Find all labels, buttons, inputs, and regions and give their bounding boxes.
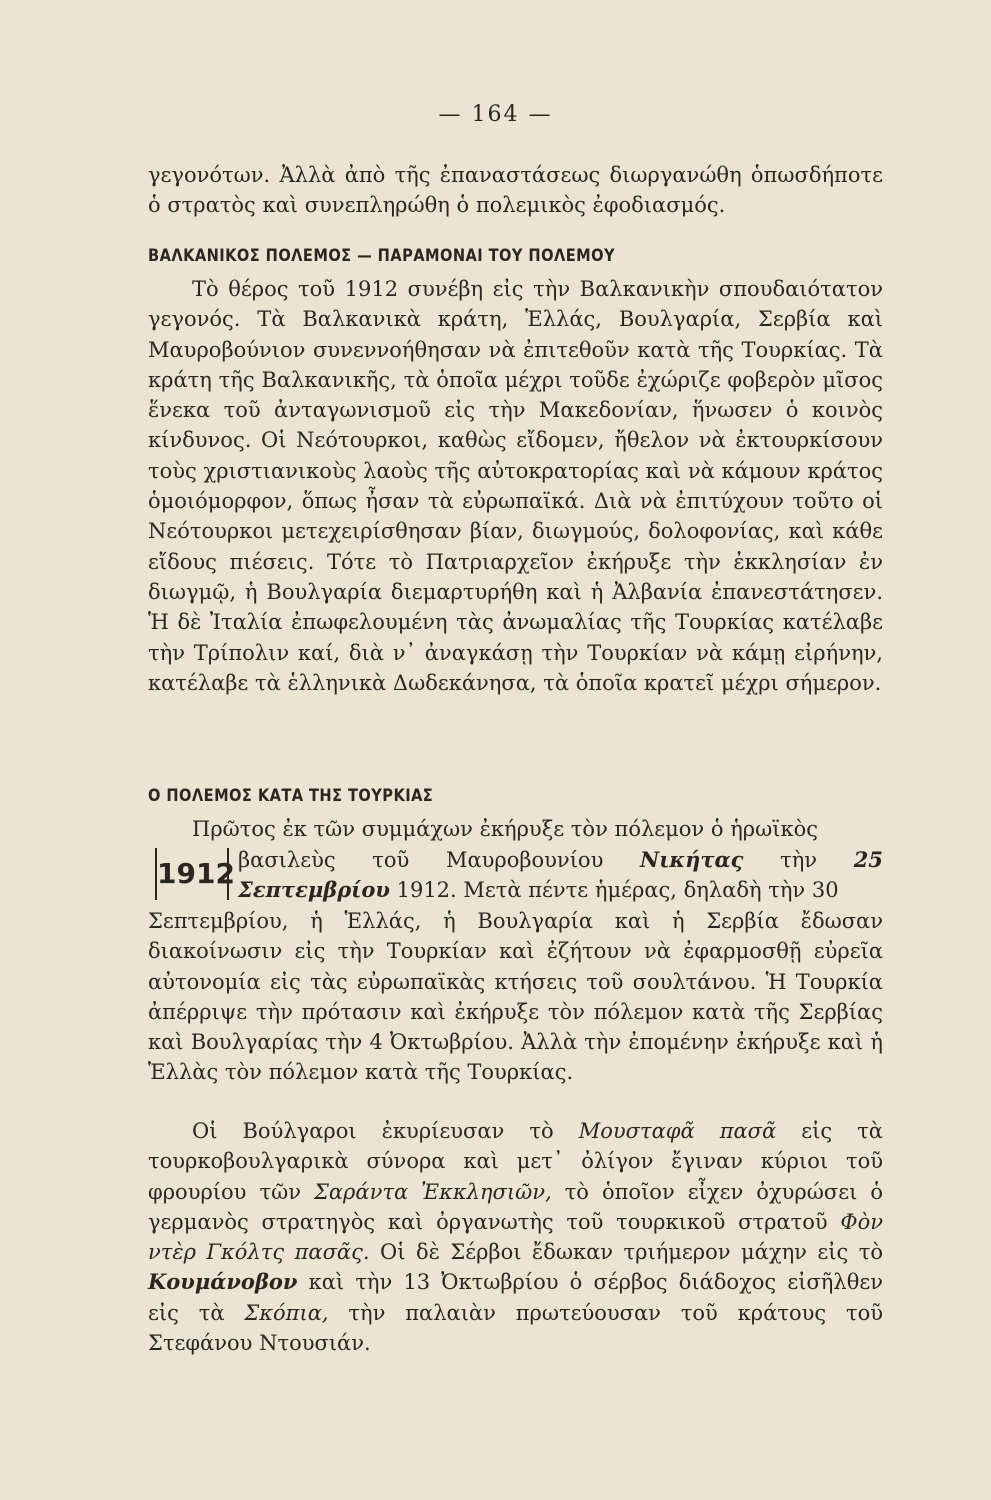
- place-skopia: Σκόπια,: [244, 1300, 329, 1325]
- place-moustafa-pasha: Μουσταφᾶ πασᾶ: [578, 1119, 777, 1143]
- paragraph-war-rest: Σεπτεμβρίου, ἡ Ἑλλάς, ἡ Βουλγαρία καὶ ἡ Σερβία ἔδωσαν διακοίνωσιν εἰς τὴν Τουρκίαν καὶ ἐζήτουν νὰ ἐφαρμοσθῇ εὐρεῖα αὐτονομία εἰς τὰς εὐρωπαϊκὰς κτήσεις τοῦ σουλτάνου. Ἡ Τουρκία ἀπέρριψε τὴν πρότασιν καὶ ἐκήρυξε τὸν πόλεμον κατὰ τῆς Σερβίας καὶ Βουλγαρίας τὴν 4 Ὀκτωβρίου. Ἀλλὰ τὴν ἐπομένην ἐκήρυξε καὶ ἡ Ἑλλὰς τὸν πόλεμον κατὰ τῆς Τουρκίας.: [148, 909, 883, 1085]
- page-number: — 164 —: [438, 102, 553, 127]
- paragraph-war-continued: [238, 845, 883, 906]
- place-koumanovo: Κουμάνοβον: [148, 1269, 298, 1295]
- section-heading-balkan-war: ΒΑΛΚΑΝΙΚΟΣ ΠΟΛΕΜΟΣ — ΠΑΡΑΜΟΝΑΙ ΤΟΥ ΠΟΛΕΜΟΥ: [148, 246, 615, 266]
- year-marker: 1912: [155, 848, 229, 900]
- text-fragment: τὴν παλαιὰν πρωτεύουσαν τοῦ κράτους τοῦ Στεφάνου Ντουσιάν.: [148, 1300, 883, 1356]
- text-fragment: βασιλεὺς τοῦ Μαυροβουνίου: [238, 848, 604, 872]
- text-fragment: 1912. Μετὰ πέντε ἡμέρας, δηλαδὴ τὴν 30: [396, 878, 839, 903]
- text-fragment: καὶ τὴν 13 Ὀκτωβρίου ὁ σέρβος διάδοχος εἰσῆλθεν εἰς τὰ: [148, 1270, 883, 1325]
- date-25-september: 25 Σεπτεμβρίου: [238, 847, 883, 903]
- paragraph-prelude: Τὸ θέρος τοῦ 1912 συνέβη εἰς τὴν Βαλκανικὴν σπουδαιότατον γεγονός. Τὰ Βαλκανικὰ κράτη, Ἑλλάς, Βουλγαρία, Σερβία καὶ Μαυροβούνιον συνεννοήθησαν νὰ ἐπιτεθοῦν κατὰ τῆς Τουρκίας. Τὰ κράτη τῆς Βαλκανικῆς, τὰ ὁποῖα μέχρι τοῦδε ἐχώριζε φοβερὸν μῖσος ἕνεκα τοῦ ἀνταγωνισμοῦ εἰς τὴν Μακεδονίαν, ἥνωσεν ὁ κοινὸς κίνδυνος. Οἱ Νεότουρκοι, καθὼς εἴδομεν, ἤθελον νὰ ἐκτουρκίσουν τοὺς χριστιανικοὺς λαοὺς τῆς αὐτοκρατορίας καὶ νὰ κάμουν κράτος ὁμοιόμορφον, ὅπως ἦσαν τὰ εὐρωπαϊκά. Διὰ νὰ ἐπιτύχουν τοῦτο οἱ Νεότουρκοι μετεχειρίσθησαν βίαν, διωγμούς, δολοφονίας, καὶ κάθε εἴδους πιέσεις. Τότε τὸ Πατριαρχεῖον ἐκήρυξε τὴν ἐκκλησίαν ἐν διωγμῷ, ἡ Βουλγαρία διεμαρτυρήθη καὶ ἡ Ἀλβανία ἐπανεστάτησεν. Ἡ δὲ Ἰταλία ἐπωφελουμένη τὰς ἀνωμαλίας τῆς Τουρκίας κατέλαβε τὴν Τρίπολιν καί, διὰ ν᾽ ἀναγκάσῃ τὴν Τουρκίαν νὰ κάμῃ εἰρήνην, κατέλαβε τὰ ἑλληνικὰ Δωδεκάνησα, τὰ ὁποῖα κρατεῖ μέχρι σήμερον.: [148, 277, 883, 695]
- place-saranta-ekklisies: Σαράντα Ἐκκλησιῶν,: [314, 1179, 552, 1204]
- name-nikitas: Νικήτας: [640, 847, 744, 872]
- section-heading-war-against-turkey: Ο ΠΟΛΕΜΟΣ ΚΑΤΑ ΤΗΣ ΤΟΥΡΚΙΑΣ: [148, 786, 434, 806]
- text-fragment: Οἱ Βούλγαροι ἐκυρίευσαν τὸ: [192, 1119, 554, 1143]
- text-fragment: τὸ ὁποῖον εἶχεν ὀχυρώσει ὁ γερμανὸς στρατηγὸς καὶ ὀργανωτὴς τοῦ τουρκικοῦ στρατοῦ: [148, 1179, 883, 1234]
- paragraph-war-first-line: Πρῶτος ἐκ τῶν συμμάχων ἐκήρυξε τὸν πόλεμον ὁ ἡρωϊκὸς: [192, 817, 819, 841]
- intro-paragraph: γεγονότων. Ἀλλὰ ἀπὸ τῆς ἐπαναστάσεως διωργανώθη ὁπωσδήποτε ὁ στρατὸς καὶ συνεπληρώθη ὁ πολεμικὸς ἐφοδιασμός.: [148, 163, 883, 218]
- paragraph-bulgarian-serbian-advance: [148, 1116, 883, 1358]
- name-von-der-goltz: Φὸν ντὲρ Γκόλτς πασᾶς.: [148, 1209, 883, 1265]
- text-fragment: τὴν: [780, 848, 818, 872]
- text-fragment: εἰς τὰ τουρκοβουλγαρικὰ σύνορα καὶ μετ᾽ ὀλίγον ἔγιναν κύριοι τοῦ φρουρίου τῶν: [148, 1119, 883, 1204]
- text-fragment: Οἱ δὲ Σέρβοι ἔδωκαν τριήμερον μάχην εἰς τὸ: [380, 1240, 884, 1265]
